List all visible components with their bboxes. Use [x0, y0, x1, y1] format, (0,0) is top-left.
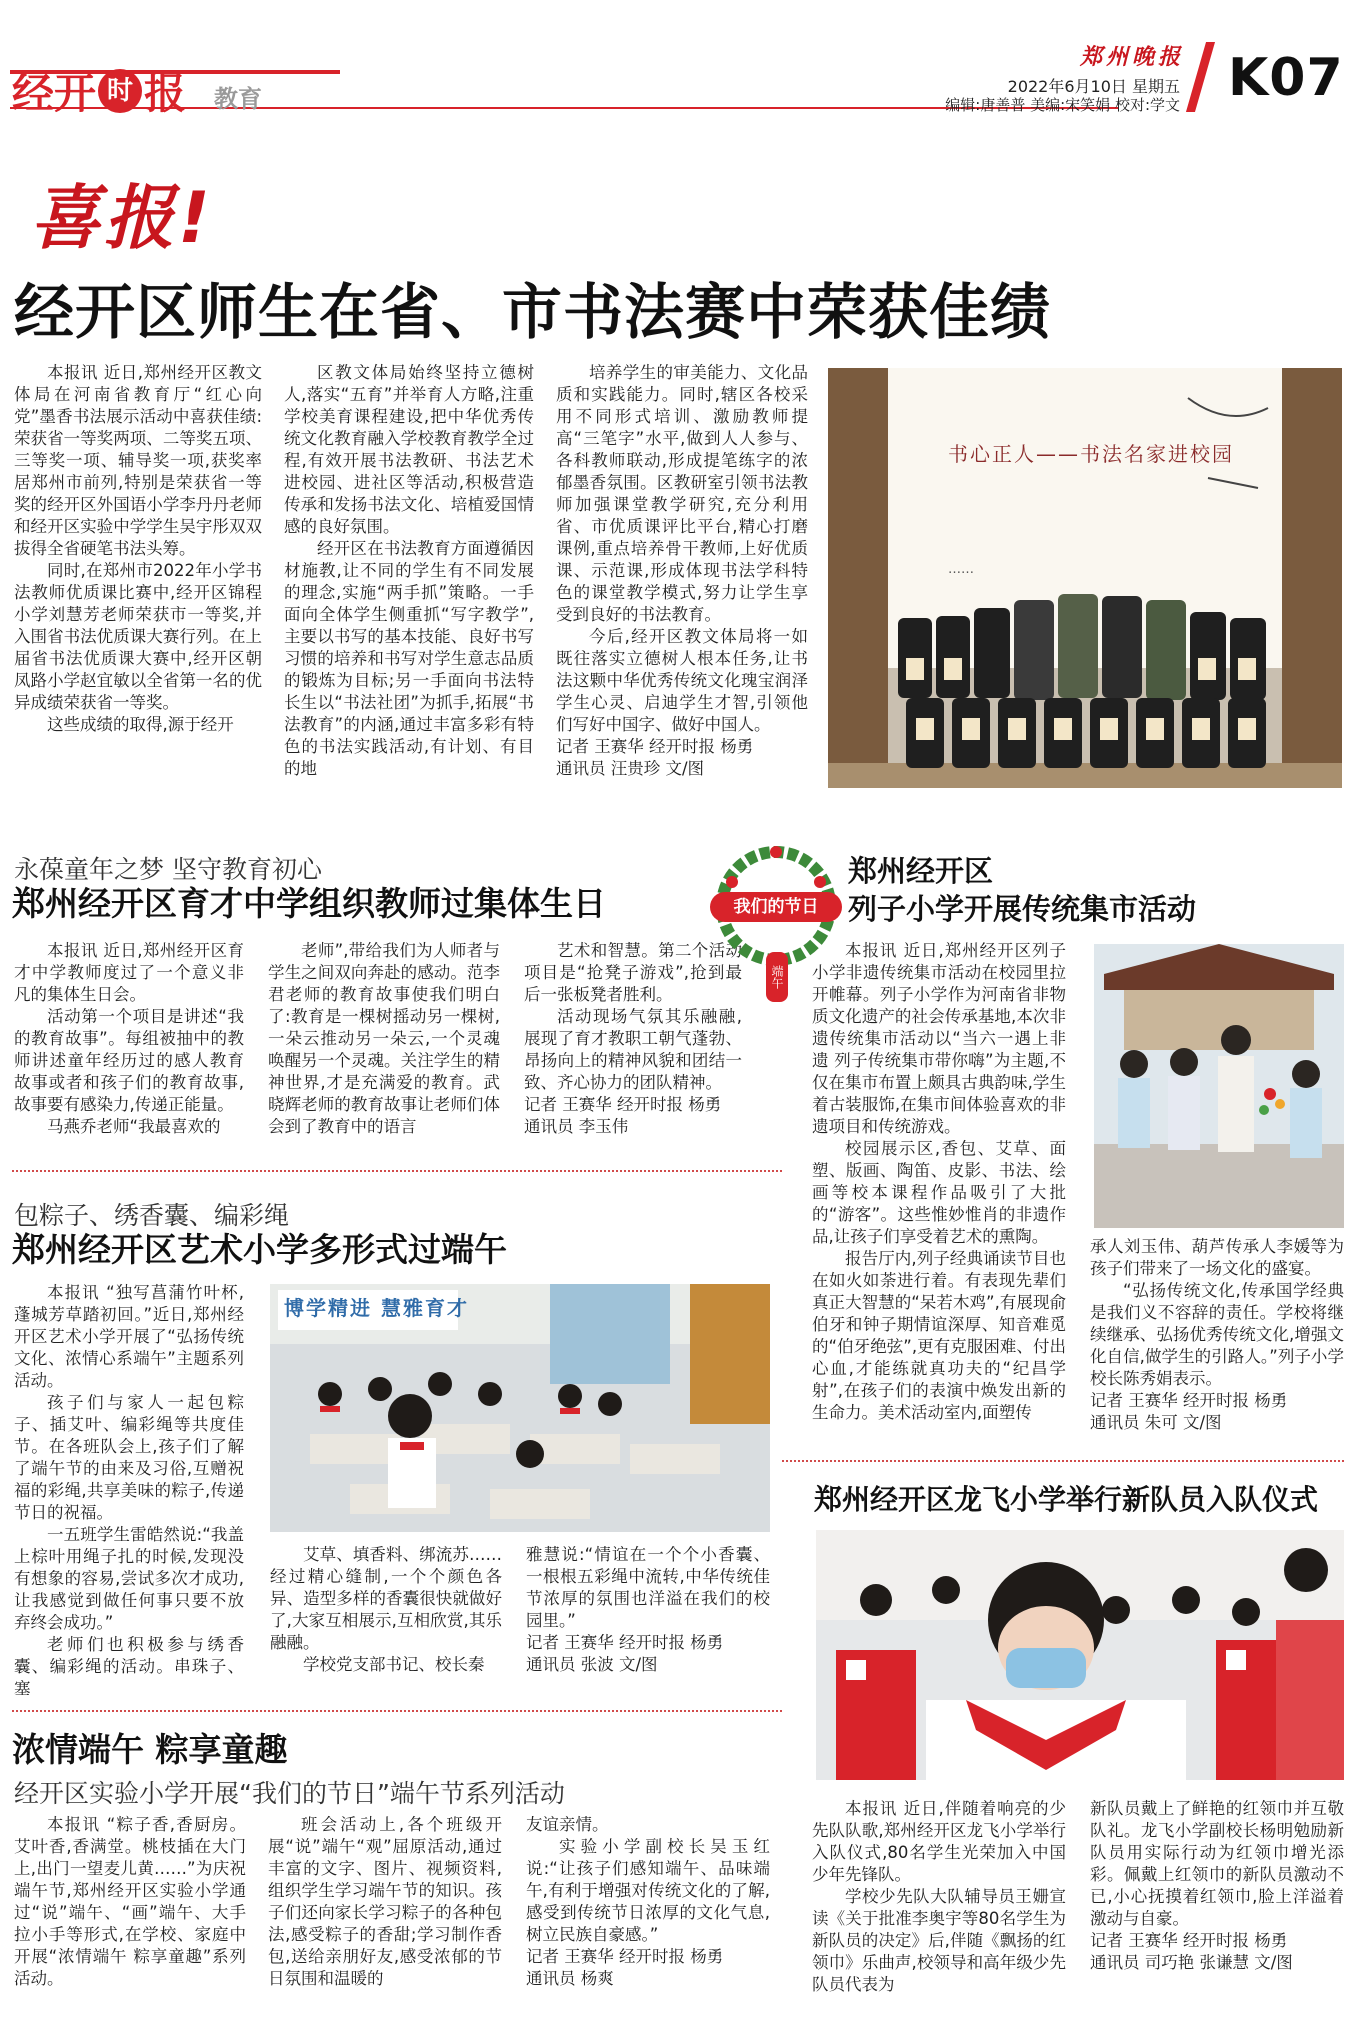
lead-photo: [828, 368, 1342, 788]
lead-kicker: 喜报!: [30, 177, 214, 259]
dragon-title: 浓情端午 粽享童趣: [12, 1730, 288, 1769]
dragon-para: 班会活动上,各个班级开展“说”端午“观”屈原活动,通过丰富的文字、图片、视频资料,组织学生学习端午节的知识。孩子们还向家长学习粽子的各种包法,感受粽子的香甜;学习制作香包,送给亲朋好友,感受浓郁的节日氛围和温暖的: [268, 1815, 502, 1988]
brand-circle: 时: [98, 69, 142, 113]
board-slogan: 博学精进 慧雅育才: [284, 1296, 469, 1320]
dragon-col-3: [526, 1814, 770, 1990]
art-col-3: [526, 1544, 770, 1676]
birthday-title: 郑州经开区育才中学组织教师过集体生日: [12, 884, 606, 923]
brand-left: 经开: [12, 69, 97, 118]
birthday-para: 艺术和智慧。第二个活动项目是“抢凳子游戏”,抢到最后一张板凳者胜利。: [524, 941, 742, 1004]
lead-col-2: [284, 362, 534, 780]
birthday-col-1: [14, 940, 244, 1138]
birthday-para: 老师”,带给我们为人师者与学生之间双向奔赴的感动。范李君老师的教育故事使我们明白了:教育是一棵树摇动另一棵树,一朵云推动另一朵云,一个灵魂唤醒另一个灵魂。关注学生的精神世界,才是充满爱的教育。武晓辉老师的教育故事让老师们体会到了教育中的语言: [268, 941, 500, 1136]
art-title: 郑州经开区艺术小学多形式过端午: [12, 1230, 507, 1269]
lead-col-3: [556, 362, 808, 780]
divider-dotted: [12, 1170, 782, 1172]
market-byline: 通讯员 朱可 文/图: [1090, 1413, 1222, 1432]
pioneer-col-1: [812, 1798, 1066, 1996]
lead-col-1: [14, 362, 262, 736]
art-para: 学校党支部书记、校长秦: [303, 1655, 485, 1674]
market-title-1: 郑州经开区: [848, 854, 994, 888]
dragon-subtitle: 经开区实验小学开展“我们的节日”端午节系列活动: [14, 1779, 565, 1808]
dragon-byline: 通讯员 杨爽: [526, 1969, 614, 1988]
pioneer-byline: 记者 王赛华 经开时报 杨勇: [1090, 1931, 1288, 1950]
art-photo: [270, 1284, 770, 1532]
pioneer-para: 学校少先队大队辅导员王姗宣读《关于批准李奥宇等80名学生为新队员的决定》后,伴随《飘扬的红领巾》乐曲声,校领导和高年级少先队员代表为: [812, 1887, 1066, 1994]
photo-banner-text: 书心正人——书法名家进校园: [948, 442, 1234, 466]
birthday-kicker: 永葆童年之梦 坚守教育初心: [14, 855, 322, 884]
pioneer-para: 本报讯 近日,伴随着响亮的少先队队歌,郑州经开区龙飞小学举行入队仪式,80名学生光荣加入中国少年先锋队。: [812, 1799, 1066, 1884]
art-para: 雅慧说:“情谊在一个个小香囊、一根根五彩绳中流转,中华传统佳节浓厚的氛围也洋溢在我们的校园里。”: [526, 1545, 770, 1630]
lead-title: 经开区师生在省、市书法赛中荣获佳绩: [14, 278, 1051, 348]
dragon-col-1: [14, 1814, 246, 1990]
pioneer-photo: [816, 1530, 1344, 1780]
pioneer-para: 新队员戴上了鲜艳的红领巾并互敬队礼。龙飞小学副校长杨明勉励新队员用实际行动为红领巾增光添彩。佩戴上红领巾的新队员激动不已,小心抚摸着红领巾,脸上洋溢着激动与自豪。: [1090, 1799, 1344, 1928]
editors-line: 编辑:唐善普 美编:宋笑娟 校对:学文: [945, 96, 1180, 114]
market-title-2: 列子小学开展传统集市活动: [848, 892, 1197, 926]
pioneer-ceremony-photo: [816, 1530, 1344, 1780]
lead-para: 今后,经开区教文体局将一如既往落实立德树人根本任务,让书法这颗中华优秀传统文化瑰宝润泽学生心灵、启迪学生才智,引领他们写好中国字、做好中国人。: [556, 627, 808, 734]
birthday-col-2: [268, 940, 500, 1138]
dragon-col-2: [268, 1814, 502, 1990]
art-byline: 通讯员 张波 文/图: [526, 1655, 658, 1674]
art-col-2: [270, 1544, 502, 1676]
birthday-col-3: [524, 940, 742, 1138]
svg-text:……: ……: [948, 562, 974, 577]
masthead-brand: [12, 66, 262, 116]
dragon-para: 本报讯 “粽子香,香厨房。艾叶香,香满堂。桃枝插在大门上,出门一望麦儿黄……”为庆祝端午节,郑州经开区实验小学通过“说”端午、“画”端午、大手拉小手等形式,在学校、家庭中开展“浓情端午 粽享童趣”系列活动。: [14, 1815, 246, 1988]
art-kicker: 包粽子、绣香囊、编彩绳: [14, 1201, 290, 1230]
art-col-1: [14, 1282, 244, 1700]
lead-para: 本报讯 近日,郑州经开区教文体局在河南省教育厅“红心向党”墨香书法展示活动中喜获佳绩:荣获省一等奖两项、二等奖五项、三等奖一项、辅导奖一项,获奖率居郑州市前列,特别是荣获省一等奖的经开区外国语小学李丹丹老师和经开区实验中学学生吴宇彤双双拔得全省硬笔书法头筹。: [14, 363, 262, 558]
lead-para: 区教文体局始终坚持立德树人,落实“五育”并举育人方略,注重学校美育课程建设,把中华优秀传统文化教育融入学校教育教学全过程,有效开展书法教研、书法艺术进校园、进社区等活动,积极营造传承和发扬书法文化、培植爱国情感的良好氛围。: [284, 363, 534, 536]
lead-byline: 记者 王赛华 经开时报 杨勇: [556, 737, 754, 756]
lead-byline: 通讯员 汪贵珍 文/图: [556, 759, 705, 778]
divider-dotted: [12, 1710, 782, 1712]
market-para: “弘扬传统文化,传承国学经典是我们义不容辞的责任。学校将继续继承、弘扬优秀传统文化,增强文化自信,做学生的引路人。”列子小学校长陈秀娟表示。: [1090, 1281, 1344, 1388]
festival-badge-label: 我们的节日: [710, 892, 842, 922]
market-photo: [1094, 944, 1344, 1228]
page-slash: [1186, 42, 1215, 112]
birthday-para: 马燕乔老师“我最喜欢的: [47, 1117, 221, 1136]
issue-date: 2022年6月10日 星期五: [1007, 77, 1180, 96]
masthead: [0, 0, 1358, 130]
classroom-photo: [270, 1284, 770, 1532]
festival-badge-tag: 端午: [766, 952, 788, 1002]
dragon-para: 实验小学副校长吴玉红说:“让孩子们感知端午、品味端午,有利于增强对传统文化的了解,感受到传统节日浓厚的文化气息,树立民族自豪感。”: [526, 1837, 770, 1944]
market-col-right: [1090, 1236, 1344, 1434]
lead-para: 这些成绩的取得,源于经开: [47, 715, 234, 734]
calligraphy-event-photo: [828, 368, 1342, 788]
lead-para: 培养学生的审美能力、文化品质和实践能力。同时,辖区各校采用不同形式培训、激励教师提高“三笔字”水平,做到人人参与、各科教师联动,形成提笔练字的浓郁墨香氛围。区教研室引领书法教师加强课堂教学研究,充分利用省、市优质课评比平台,精心打磨课例,重点培养骨干教师,上好优质课、示范课,形成体现书法学科特色的课堂教学模式,努力让学生享受到良好的书法教育。: [556, 363, 808, 624]
market-para: 本报讯 近日,郑州经开区列子小学非遗传统集市活动在校园里拉开帷幕。列子小学作为河南省非物质文化遗产的社会传承基地,本次非遗传统集市活动以“当六一遇上非遗 列子传统集市带你嗨”为主题,不仅在集市布置上颇具古典韵味,学生着古装服饰,在集市间体验喜欢的非遗项目和传统游戏。: [812, 941, 1066, 1136]
market-para: 校园展示区,香包、艾草、面塑、版画、陶笛、皮影、书法、绘画等校本课程作品吸引了大批的“游客”。这些惟妙惟肖的非遗作品,让孩子们享受着艺术的熏陶。: [812, 1139, 1066, 1246]
market-byline: 记者 王赛华 经开时报 杨勇: [1090, 1391, 1288, 1410]
pioneer-byline: 通讯员 司巧艳 张谦慧 文/图: [1090, 1953, 1293, 1972]
page-number: K07: [1228, 48, 1344, 108]
art-para: 孩子们与家人一起包粽子、插艾叶、编彩绳等共度佳节。在各班队会上,孩子们了解了端午节的由来及习俗,互赠祝福的彩绳,共享美味的粽子,传递节日的祝福。: [14, 1393, 244, 1522]
birthday-para: 活动现场气氛其乐融融,展现了育才教职工朝气蓬勃、昂扬向上的精神风貌和团结一致、齐心协力的团队精神。: [524, 1007, 742, 1092]
lead-para: 同时,在郑州市2022年小学书法教师优质课比赛中,经开区锦程小学刘慧芳老师荣获市一等奖,并入围省书法优质课大赛行列。在上届省书法优质课大赛中,经开区朝凤路小学赵宜敏以全省第一名的优异成绩荣获省一等奖。: [14, 561, 262, 712]
birthday-para: 本报讯 近日,郑州经开区育才中学教师度过了一个意义非凡的集体生日会。: [14, 941, 244, 1004]
birthday-byline: 记者 王赛华 经开时报 杨勇: [524, 1095, 722, 1114]
lead-para: 经开区在书法教育方面遵循因材施教,让不同的学生有不同发展的理念,实施“两手抓”策略。一手面向全体学生侧重抓“写字教学”,主要以书写的基本技能、良好书写习惯的培养和书写对学生意志品质的锻炼为目标;另一手面向书法特长生以“书法社团”为抓手,拓展“书法教育”的内涵,通过丰富多彩有特色的书法实践活动,有计划、有目的地: [284, 539, 534, 778]
dragon-para: 友谊亲情。: [526, 1815, 609, 1834]
market-para: 报告厅内,列子经典诵读节目也在如火如荼进行着。有表现先辈们真正大智慧的“呆若木鸡”,有展现俞伯牙和钟子期情谊深厚、知音难觅的“伯牙绝弦”,更有克服困难、付出心血,才能练就真功夫的“纪昌学射”,在孩子们的表演中焕发出新的生命力。美术活动室内,面塑传: [812, 1249, 1066, 1422]
art-para: 本报讯 “独写菖蒲竹叶杯,蓬城芳草踏初回。”近日,郑州经开区艺术小学开展了“弘扬传统文化、浓情心系端午”主题系列活动。: [14, 1283, 244, 1390]
pioneer-col-2: [1090, 1798, 1344, 1974]
section-label: 教育: [214, 84, 263, 113]
birthday-para: 活动第一个项目是讲述“我的教育故事”。每组被抽中的教师讲述童年经历过的感人教育故事或者和孩子们的教育故事,故事要有感染力,传递正能量。: [14, 1007, 244, 1114]
divider-dotted: [782, 1460, 1344, 1462]
dragon-byline: 记者 王赛华 经开时报 杨勇: [526, 1947, 724, 1966]
art-para: 老师们也积极参与绣香囊、编彩绳的活动。串珠子、塞: [14, 1635, 244, 1698]
newspaper-logo: 郑州晚报: [1080, 44, 1185, 70]
market-col-left: [812, 940, 1066, 1424]
art-para: 一五班学生雷皓然说:“我盖上棕叶用绳子扎的时候,发现没有想象的容易,尝试多次才成功,让我感觉到做任何事只要不放弃终会成功。”: [14, 1525, 244, 1632]
pioneer-title: 郑州经开区龙飞小学举行新队员入队仪式: [814, 1483, 1319, 1516]
market-activity-photo: [1094, 944, 1344, 1228]
market-para: 承人刘玉伟、葫芦传承人李媛等为孩子们带来了一场文化的盛宴。: [1090, 1237, 1344, 1278]
art-byline: 记者 王赛华 经开时报 杨勇: [526, 1633, 724, 1652]
art-para: 艾草、填香料、绑流苏……经过精心缝制,一个个颜色各异、造型多样的香囊很快就做好了,大家互相展示,互相欣赏,其乐融融。: [270, 1545, 502, 1652]
brand-right: 报: [144, 69, 187, 118]
birthday-byline: 通讯员 李玉伟: [524, 1117, 629, 1136]
